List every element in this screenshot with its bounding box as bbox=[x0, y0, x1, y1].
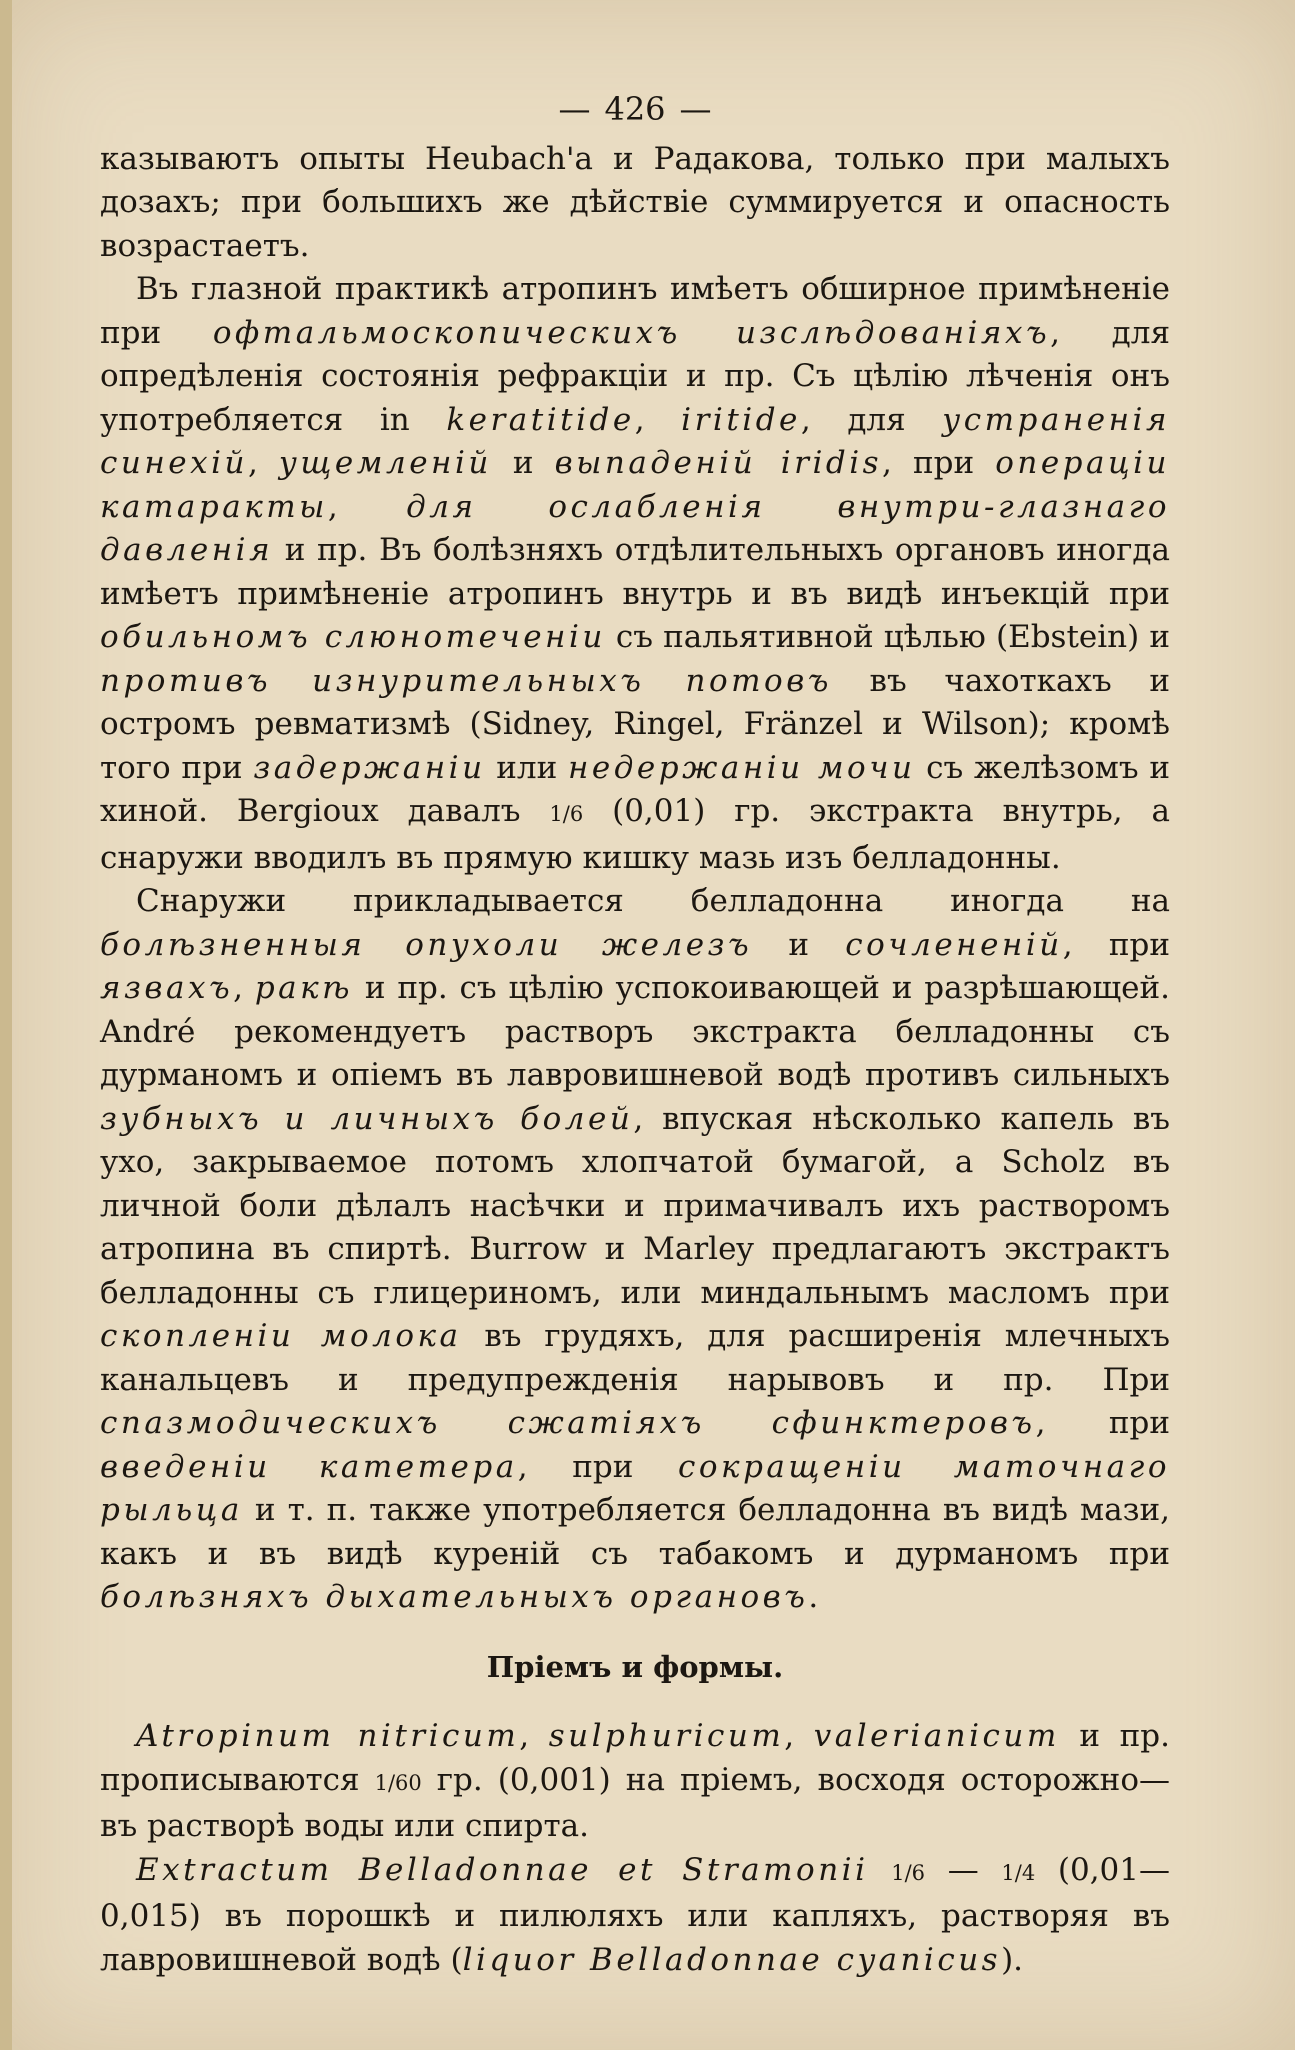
text-run: , для bbox=[800, 401, 943, 438]
paragraph-p3 bbox=[100, 880, 1170, 1620]
text-run: , при bbox=[1035, 1405, 1170, 1441]
text-run: , при bbox=[517, 1448, 679, 1485]
italic-term: сочлененій bbox=[845, 926, 1063, 963]
text-run: , впуская нѣсколько капель въ ухо, закрываемое потомъ хлопчатой бумагой, а Scholz въ личной боли дѣлалъ насѣчки и примачивалъ ихъ растворомъ атропина въ спиртѣ. Burrow и Marley предлагаютъ экстрактъ белладонны съ глицериномъ, или миндальнымъ масломъ при bbox=[100, 1100, 1170, 1311]
text-run: и bbox=[752, 926, 846, 963]
italic-term: офтальмоскопическихъ изслѣдованіяхъ bbox=[212, 314, 1051, 351]
italic-term: ракѣ bbox=[254, 970, 354, 1006]
fraction: 1/6 bbox=[549, 802, 584, 826]
text-run: . bbox=[808, 1579, 819, 1615]
text-run: и пр. прописываются bbox=[100, 1718, 1170, 1798]
italic-term: Atropinum nitricum bbox=[136, 1718, 520, 1754]
text-run: Снаружи прикладывается белладонна иногда на bbox=[136, 883, 1170, 919]
italic-term: противъ изнурительныхъ потовъ bbox=[100, 662, 832, 699]
italic-term: устраненія синехій bbox=[100, 401, 1170, 481]
text-run: и т. п. также употребляется белладонна въ видѣ мази, какъ и въ видѣ куреній съ табакомъ и дурманомъ при bbox=[100, 1492, 1170, 1572]
text-run: (0,01—0,015) въ порошкѣ и пилюляхъ или капляхъ, растворяя въ лавровишневой водѣ ( bbox=[100, 1851, 1170, 1978]
italic-term: ущемленій bbox=[278, 445, 492, 481]
text-run: , bbox=[327, 488, 407, 525]
italic-term: задержаніи bbox=[253, 749, 486, 786]
text-run: , bbox=[519, 1718, 549, 1754]
text-run: (0,01) гр. экстракта внутрь, а снаружи вводилъ въ прямую кишку мазь изъ белладонны. bbox=[100, 793, 1170, 876]
text-run bbox=[869, 1852, 892, 1888]
italic-term: keratitide bbox=[446, 401, 635, 438]
text-run: съ пальятивной цѣлью (Ebstein) и bbox=[605, 619, 1170, 655]
section-heading: Пріемъ и формы. bbox=[486, 1649, 784, 1684]
text-run: Въ глазной практикѣ атропинъ имѣетъ обширное примѣненіе при bbox=[100, 271, 1170, 351]
italic-term: valerianicum bbox=[813, 1718, 1060, 1754]
text-run: , bbox=[247, 445, 279, 481]
text-run: — bbox=[925, 1851, 1002, 1888]
text-run: , bbox=[784, 1718, 814, 1754]
paragraph-p1 bbox=[100, 138, 1170, 269]
italic-term: liquor Belladonnae cyanicus bbox=[462, 1941, 1002, 1978]
text-run: гр. (0,001) на пріемъ, восходя осторожно—въ растворѣ воды или спирта. bbox=[100, 1761, 1170, 1844]
italic-term: недержаніи мочи bbox=[568, 749, 916, 786]
paragraph-s2 bbox=[100, 1849, 1170, 1983]
page-gutter bbox=[0, 0, 12, 2050]
italic-term: язвахъ bbox=[100, 970, 234, 1006]
paragraph-p2 bbox=[100, 268, 1170, 880]
fraction: 1/60 bbox=[374, 1770, 422, 1795]
text-run: въ грудяхъ, для расширенія млечныхъ канальцевъ и предупрежденія нарывовъ и пр. При bbox=[100, 1318, 1170, 1398]
italic-term: iritide bbox=[681, 401, 801, 438]
italic-term: спазмодическихъ сжатіяхъ сфинктеровъ bbox=[100, 1405, 1036, 1441]
text-run: , при bbox=[1062, 926, 1170, 963]
text-run: ). bbox=[1001, 1941, 1024, 1978]
text-run: , для опредѣленія состоянія рефракціи и пр. Съ цѣлію лѣченія онъ употребляется in bbox=[100, 314, 1170, 438]
italic-term: болѣзненныя опухоли железъ bbox=[100, 926, 753, 963]
italic-term: sulphuricum bbox=[548, 1718, 785, 1754]
italic-term: выпаденій iridis bbox=[554, 445, 883, 481]
text-run: съ желѣзомъ и хиной. Bergioux давалъ bbox=[100, 749, 1170, 829]
page-number: — 426 — bbox=[100, 88, 1170, 132]
text-run: и пр. Въ болѣзняхъ отдѣлительныхъ органовъ иногда имѣетъ примѣненіе атропинъ внутрь и въ видѣ инъекцій при bbox=[100, 532, 1170, 612]
italic-term: сокращеніи маточнаго рыльца bbox=[100, 1448, 1170, 1528]
paragraph-s1 bbox=[100, 1715, 1170, 1849]
text-run: въ чахоткахъ и остромъ ревматизмѣ (Sidney, Ringel, Fränzel и Wilson); кромѣ того при bbox=[100, 662, 1170, 786]
section-paragraphs bbox=[100, 1715, 1170, 1982]
text-run: казываютъ опыты Heubach'а и Радакова, только при малыхъ дозахъ; при большихъ же дѣйствіе суммируется и опасность возрастаетъ. bbox=[100, 140, 1170, 264]
text-run: , bbox=[233, 970, 255, 1006]
italic-term: болѣзняхъ дыхательныхъ органовъ bbox=[100, 1579, 809, 1615]
italic-term: скопленіи молока bbox=[100, 1318, 462, 1354]
fraction: 1/6 bbox=[891, 1860, 925, 1885]
text-run: , при bbox=[882, 445, 996, 481]
text-run: , bbox=[634, 401, 682, 438]
italic-term: обильномъ слюнотеченіи bbox=[100, 619, 606, 655]
text-run: и bbox=[491, 445, 555, 481]
italic-term: операціи катаракты bbox=[100, 445, 1170, 525]
fraction: 1/4 bbox=[1001, 1860, 1036, 1885]
italic-term: для ослабленія внутри-глазнаго давленія bbox=[100, 488, 1170, 568]
body-paragraphs bbox=[100, 138, 1170, 1620]
text-run: и пр. съ цѣлію успокоивающей и разрѣшающей. André рекомендуетъ растворъ экстракта белладонны съ дурманомъ и опіемъ въ лавровишневой водѣ противъ сильныхъ bbox=[100, 970, 1170, 1093]
page-text bbox=[100, 88, 1170, 1982]
text-run: или bbox=[485, 749, 568, 786]
italic-term: Extractum Belladonnae et Stramonii bbox=[136, 1851, 869, 1888]
italic-term: зубныхъ и личныхъ болей bbox=[100, 1100, 634, 1137]
italic-term: введеніи катетера bbox=[100, 1448, 518, 1485]
